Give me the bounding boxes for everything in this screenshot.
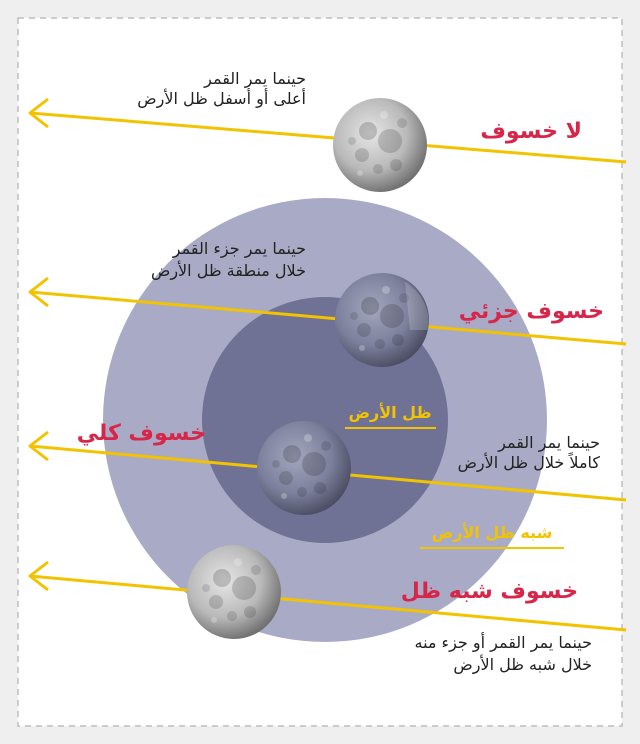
case-title: خسوف شبه ظل: [400, 579, 578, 604]
moon-icon: [333, 98, 427, 192]
penumbra-label: شبه ظل الأرض: [431, 523, 553, 542]
moon-icon: [257, 421, 351, 515]
case-description-line2: كاملاً خلال ظل الأرض: [457, 453, 600, 472]
case-description-line2: خلال منطقة ظل الأرض: [150, 261, 306, 280]
case-description-line1: حينما يمر القمر: [204, 69, 306, 88]
umbra-label: ظل الأرض: [348, 403, 432, 422]
moon-icon: [187, 545, 281, 639]
moon-icon: [335, 273, 429, 367]
case-title: لا خسوف: [480, 119, 582, 144]
case-description-line1: حينما يمر جزء القمر: [172, 239, 306, 258]
case-title: خسوف كلي: [76, 421, 206, 446]
case-title: خسوف جزئي: [458, 299, 604, 324]
case-description-line1: حينما يمر القمر: [498, 433, 600, 452]
case-description-line2: خلال شبه ظل الأرض: [453, 655, 592, 674]
case-description-line1: حينما يمر القمر أو جزء منه: [414, 633, 592, 652]
case-description-line2: أعلى أو أسفل ظل الأرض: [137, 89, 306, 108]
